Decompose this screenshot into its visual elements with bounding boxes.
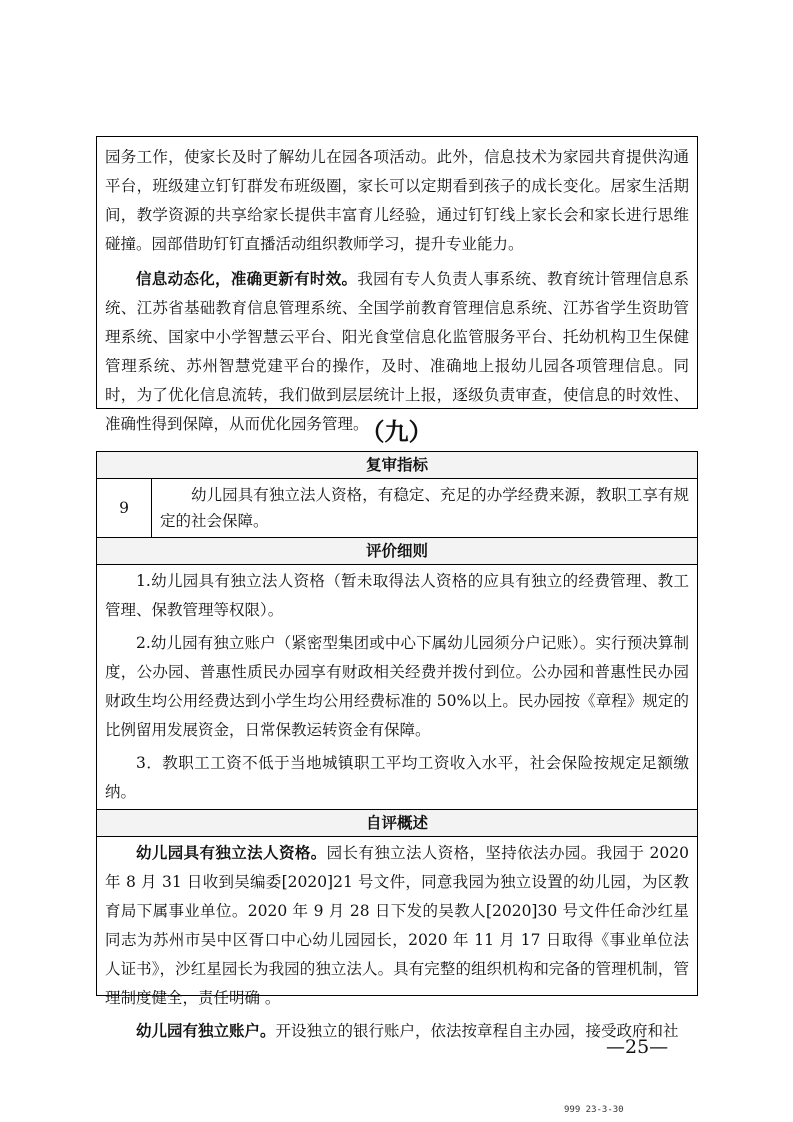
self-evaluation-section [97,837,697,1048]
criteria-header: 评价细则 [97,538,697,565]
indicator-text: 幼儿园具有独立法人资格，有稳定、充足的办学经费来源，教职工享有规定的社会保障。 [160,486,689,530]
self-eval-heading: 幼儿园有独立账户。 [136,1022,276,1040]
page-number: —25— [606,1036,669,1058]
continued-text-box [96,136,698,433]
review-table [96,451,698,1040]
self-evaluation-header: 自评概述 [97,810,697,837]
indicator-number: 9 [97,479,152,537]
criteria-section [97,565,697,810]
self-eval-heading: 幼儿园具有独立法人资格。 [136,844,327,862]
self-evaluation-paragraph [97,837,697,1015]
section-title: （九） [360,417,433,446]
criteria-item: 3．教职工工资不低于当地城镇职工平均工资收入水平，社会保险按规定足额缴纳。 [105,754,689,801]
info-dynamic-heading: 信息动态化，准确更新有时效。 [136,270,358,288]
criteria-item: 1.幼儿园具有独立法人资格（暂未取得法人资格的应具有独立的经费管理、教工管理、保教管理等权限）。 [105,572,689,619]
review-indicator-header: 复审指标 [97,452,697,479]
indicator-row [97,479,697,538]
criteria-item: 2.幼儿园有独立账户（紧密型集团或中心下属幼儿园须分户记账）。实行预决算制度，公办园、普惠性质民办园享有财政相关经费并拨付到位。公办园和普惠性民办园财政生均公用经费达到小学生均公用经费标准的 50%以上。民办园按《章程》规定的比例留用发展资金，日常保教运转资金有保障。 [105,634,689,739]
continued-paragraph: 园务工作，使家长及时了解幼儿在园各项活动。此外，信息技术为家园共育提供沟通平台，班级建立钉钉群发布班级圈，家长可以定期看到孩子的成长变化。居家生活期间，教学资源的共享给家长提供丰富育儿经验，通过钉钉线上家长会和家长进行思维碰撞。园部借助钉钉直播活动组织教师学习，提升专业能力。 [105,148,689,253]
print-stamp: 999 23-3-30 [564,1105,624,1115]
self-eval-text: 园长有独立法人资格，坚持依法办园。我园于 2020 年 8 月 31 日收到吴编委[2020]21 号文件，同意我园为独立设置的幼儿园，为区教育局下属事业单位。2020 年 9 月 28 日下发的吴教人[2020]30 号文件任命沙红星同志为苏州市吴中区胥口中心幼儿园园长，2020 年 11 月 17 日取得《事业单位法人证书》，沙红星园长为我园的独立法人。具有完整的组织机构和完备的管理机制，管理制度健全，责任明确 。 [105,844,689,1007]
self-eval-text: 开设独立的银行账户，依法按章程自主办园，接受政府和社 [275,1022,679,1040]
info-dynamic-text: 我园有专人负责人事系统、教育统计管理信息系统、江苏省基础教育信息管理系统、全国学前教育管理信息系统、江苏省学生资助管理系统、国家中小学智慧云平台、阳光食堂信息化监管服务平台、托幼机构卫生保健管理系统、苏州智慧党建平台的操作，及时、准确地上报幼儿园各项管理信息。同时，为了优化信息流转，我们做到层层统计上报，逐级负责审查，使信息的时效性、准确性得到保障，从而优化园务管理。 [105,270,689,433]
